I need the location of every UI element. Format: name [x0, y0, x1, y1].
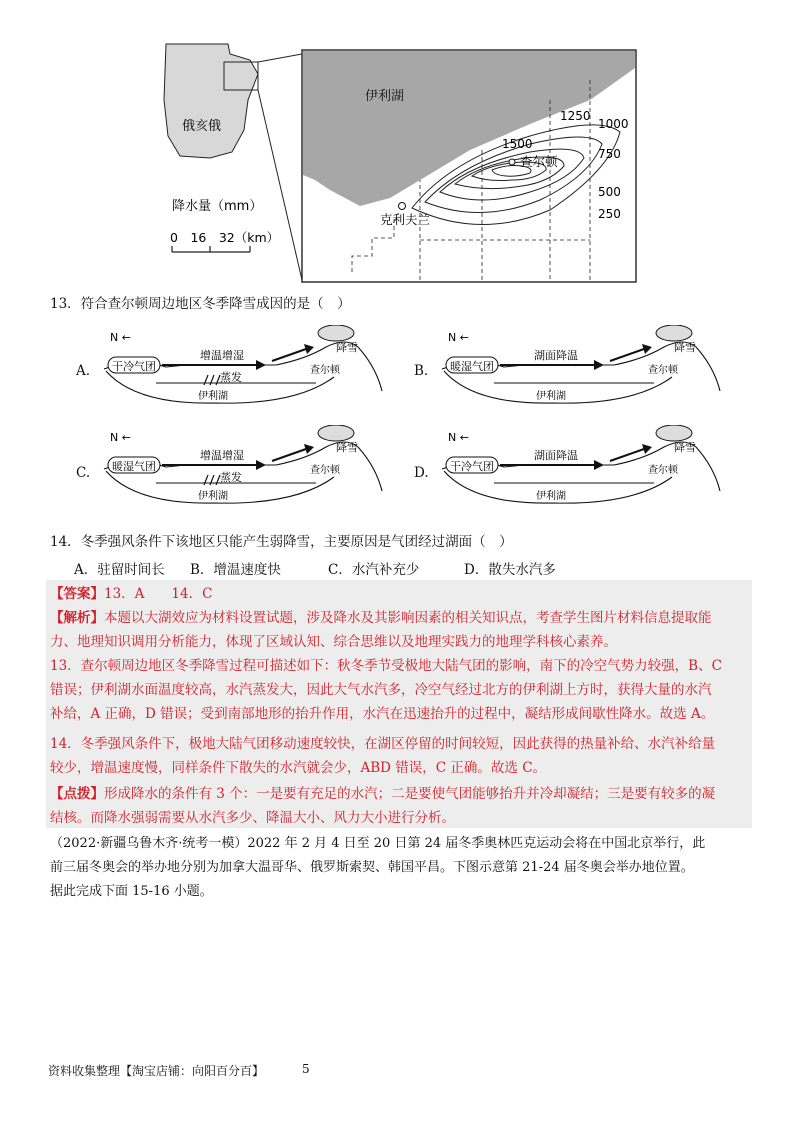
- air-mass-label-c: 暖湿气团: [112, 460, 156, 473]
- explain-13-line-1: 13．查尔顿周边地区冬季降雪过程可描述如下：秋冬季节受极地大陆气团的影响，南下的冷空气势力较强，B、C: [50, 658, 722, 674]
- explain-14-line-1: 14．冬季强风条件下，极地大陆气团移动速度较快，在湖区停留的时间较短，因此获得的热量补给、水汽补给量: [50, 736, 716, 752]
- evap-label-c: 蒸发: [220, 471, 242, 484]
- snow-label-d: 降雪: [674, 441, 696, 454]
- answer-text: 13．A 14．C: [104, 586, 213, 602]
- contour-label-500: 500: [598, 185, 621, 199]
- option-b-diagram: [390, 325, 730, 425]
- process-label-a: 增温增湿: [200, 349, 244, 362]
- town-label-a: 查尔顿: [310, 365, 340, 376]
- option-d-svg: [434, 425, 724, 525]
- q14-option-c: C．水汽补充少: [328, 562, 420, 578]
- detail-map: [302, 50, 636, 282]
- snow-label-c: 降雪: [336, 441, 358, 454]
- analysis-text-1: 本题以大湖效应为材料设置试题，涉及降水及其影响因素的相关知识点，考查学生图片材料信息提取能: [104, 610, 712, 626]
- option-a-diagram: [50, 325, 380, 425]
- north-arrow-c: N ←: [110, 431, 131, 444]
- question-14-stem: 14．冬季强风条件下该地区只能产生弱降雪，主要原因是气团经过湖面（ ）: [50, 534, 513, 550]
- contour-label-250: 250: [598, 207, 621, 221]
- analysis-line-2: 力、地理知识调用分析能力，体现了区域认知、综合思维以及地理实践力的地理学科核心素养。: [50, 634, 617, 650]
- legend-title: 降水量（mm）: [172, 199, 263, 214]
- explain-13-line-3: 补给，A 正确，D 错误；受到南部地形的抬升作用，水汽在迅速抬升的过程中，凝结形成间歇性降水。故选 A。: [50, 706, 715, 722]
- state-label: 俄亥俄: [182, 119, 222, 134]
- option-b-svg: [434, 325, 724, 425]
- option-d-letter: D.: [414, 465, 429, 481]
- north-arrow-a: N ←: [110, 331, 131, 344]
- city-label-cleveland: 克利夫兰: [380, 212, 431, 227]
- q14-option-d: D．散失水汽多: [464, 562, 556, 578]
- tip-line-1: [50, 782, 750, 806]
- option-b-letter: B.: [414, 363, 429, 379]
- contour-label-750: 750: [598, 147, 621, 161]
- process-label-d: 湖面降温: [534, 449, 578, 462]
- ohio-state-shape: [164, 44, 258, 158]
- lake-label-b: 伊利湖: [536, 391, 566, 402]
- q14-option-b: B．增温速度快: [190, 562, 281, 578]
- process-label-c: 增温增湿: [200, 449, 244, 462]
- city-label-chardon: 查尔顿: [520, 154, 558, 169]
- contour-label-1250: 1250: [560, 109, 591, 123]
- option-c-svg: [96, 425, 386, 525]
- north-arrow-d: N ←: [448, 431, 469, 444]
- contour-label-1000: 1000: [598, 117, 629, 131]
- lake-label-c: 伊利湖: [198, 491, 228, 502]
- air-mass-label-d: 干冷气团: [450, 460, 494, 473]
- answer-tag: 【答案】: [50, 586, 104, 602]
- air-mass-label-a: 干冷气团: [112, 360, 156, 373]
- next-intro-line-1: （2022·新疆乌鲁木齐·统考一模）2022 年 2 月 4 日至 20 日第 24 届冬季奥林匹克运动会将在中国北京举行，此: [50, 836, 706, 851]
- q14-option-a: A．驻留时间长: [74, 562, 165, 578]
- town-label-c: 查尔顿: [310, 465, 340, 476]
- answer-line: [50, 582, 750, 606]
- scale-text: 0 16 32（km）: [170, 230, 280, 245]
- tip-text-1: 形成降水的条件有 3 个：一是要有充足的水汽；二是要使气团能够抬升并冷却凝结；三是要有较多的凝: [104, 786, 716, 802]
- town-label-d: 查尔顿: [648, 465, 678, 476]
- option-d-diagram: [390, 425, 730, 525]
- town-label-b: 查尔顿: [648, 365, 678, 376]
- option-a-svg: [96, 325, 386, 425]
- explain-13-line-2: 错误；伊利湖水面温度较高，水汽蒸发大，因此大气水汽多，冷空气经过北方的伊利湖上方时，获得大量的水汽: [50, 682, 712, 698]
- snow-label-a: 降雪: [336, 341, 358, 354]
- page-number: 5: [302, 1062, 310, 1076]
- city-marker-cleveland: [399, 203, 406, 210]
- lake-label: 伊利湖: [365, 89, 405, 104]
- lake-label-a: 伊利湖: [198, 391, 228, 402]
- option-c-letter: C.: [76, 465, 91, 481]
- north-arrow-b: N ←: [448, 331, 469, 344]
- next-intro-line-2: 前三届冬奥会的举办地分别为加拿大温哥华、俄罗斯索契、韩国平昌。下图示意第 21-24 届冬奥会举办地位置。: [50, 860, 694, 875]
- lake-label-d: 伊利湖: [536, 491, 566, 502]
- option-a-letter: A.: [76, 363, 91, 379]
- snow-label-b: 降雪: [674, 341, 696, 354]
- next-intro-line-3: 据此完成下面 15-16 小题。: [50, 884, 213, 899]
- explain-14-line-2: 较少，增温速度慢，同样条件下散失的水汽就会少，ABD 错误，C 正确。故选 C。: [50, 760, 547, 776]
- question-13-stem: 13．符合查尔顿周边地区冬季降雪成因的是（ ）: [50, 296, 351, 312]
- evap-label-a: 蒸发: [220, 371, 242, 384]
- process-label-b: 湖面降温: [534, 349, 578, 362]
- analysis-tag: 【解析】: [50, 610, 104, 626]
- precipitation-map-figure: [150, 40, 650, 285]
- scale-bar: [172, 246, 250, 252]
- analysis-line-1: [50, 606, 750, 630]
- option-c-diagram: [50, 425, 380, 525]
- contour-label-1500: 1500: [502, 137, 533, 151]
- air-mass-label-b: 暖湿气团: [450, 360, 494, 373]
- tip-tag: 【点拨】: [50, 786, 104, 802]
- tip-line-2: 结核。而降水强弱需要从水汽多少、降温大小、风力大小进行分析。: [50, 810, 455, 826]
- footer-source: 资料收集整理【淘宝店铺：向阳百分百】: [48, 1064, 265, 1078]
- city-marker-chardon: [509, 159, 515, 165]
